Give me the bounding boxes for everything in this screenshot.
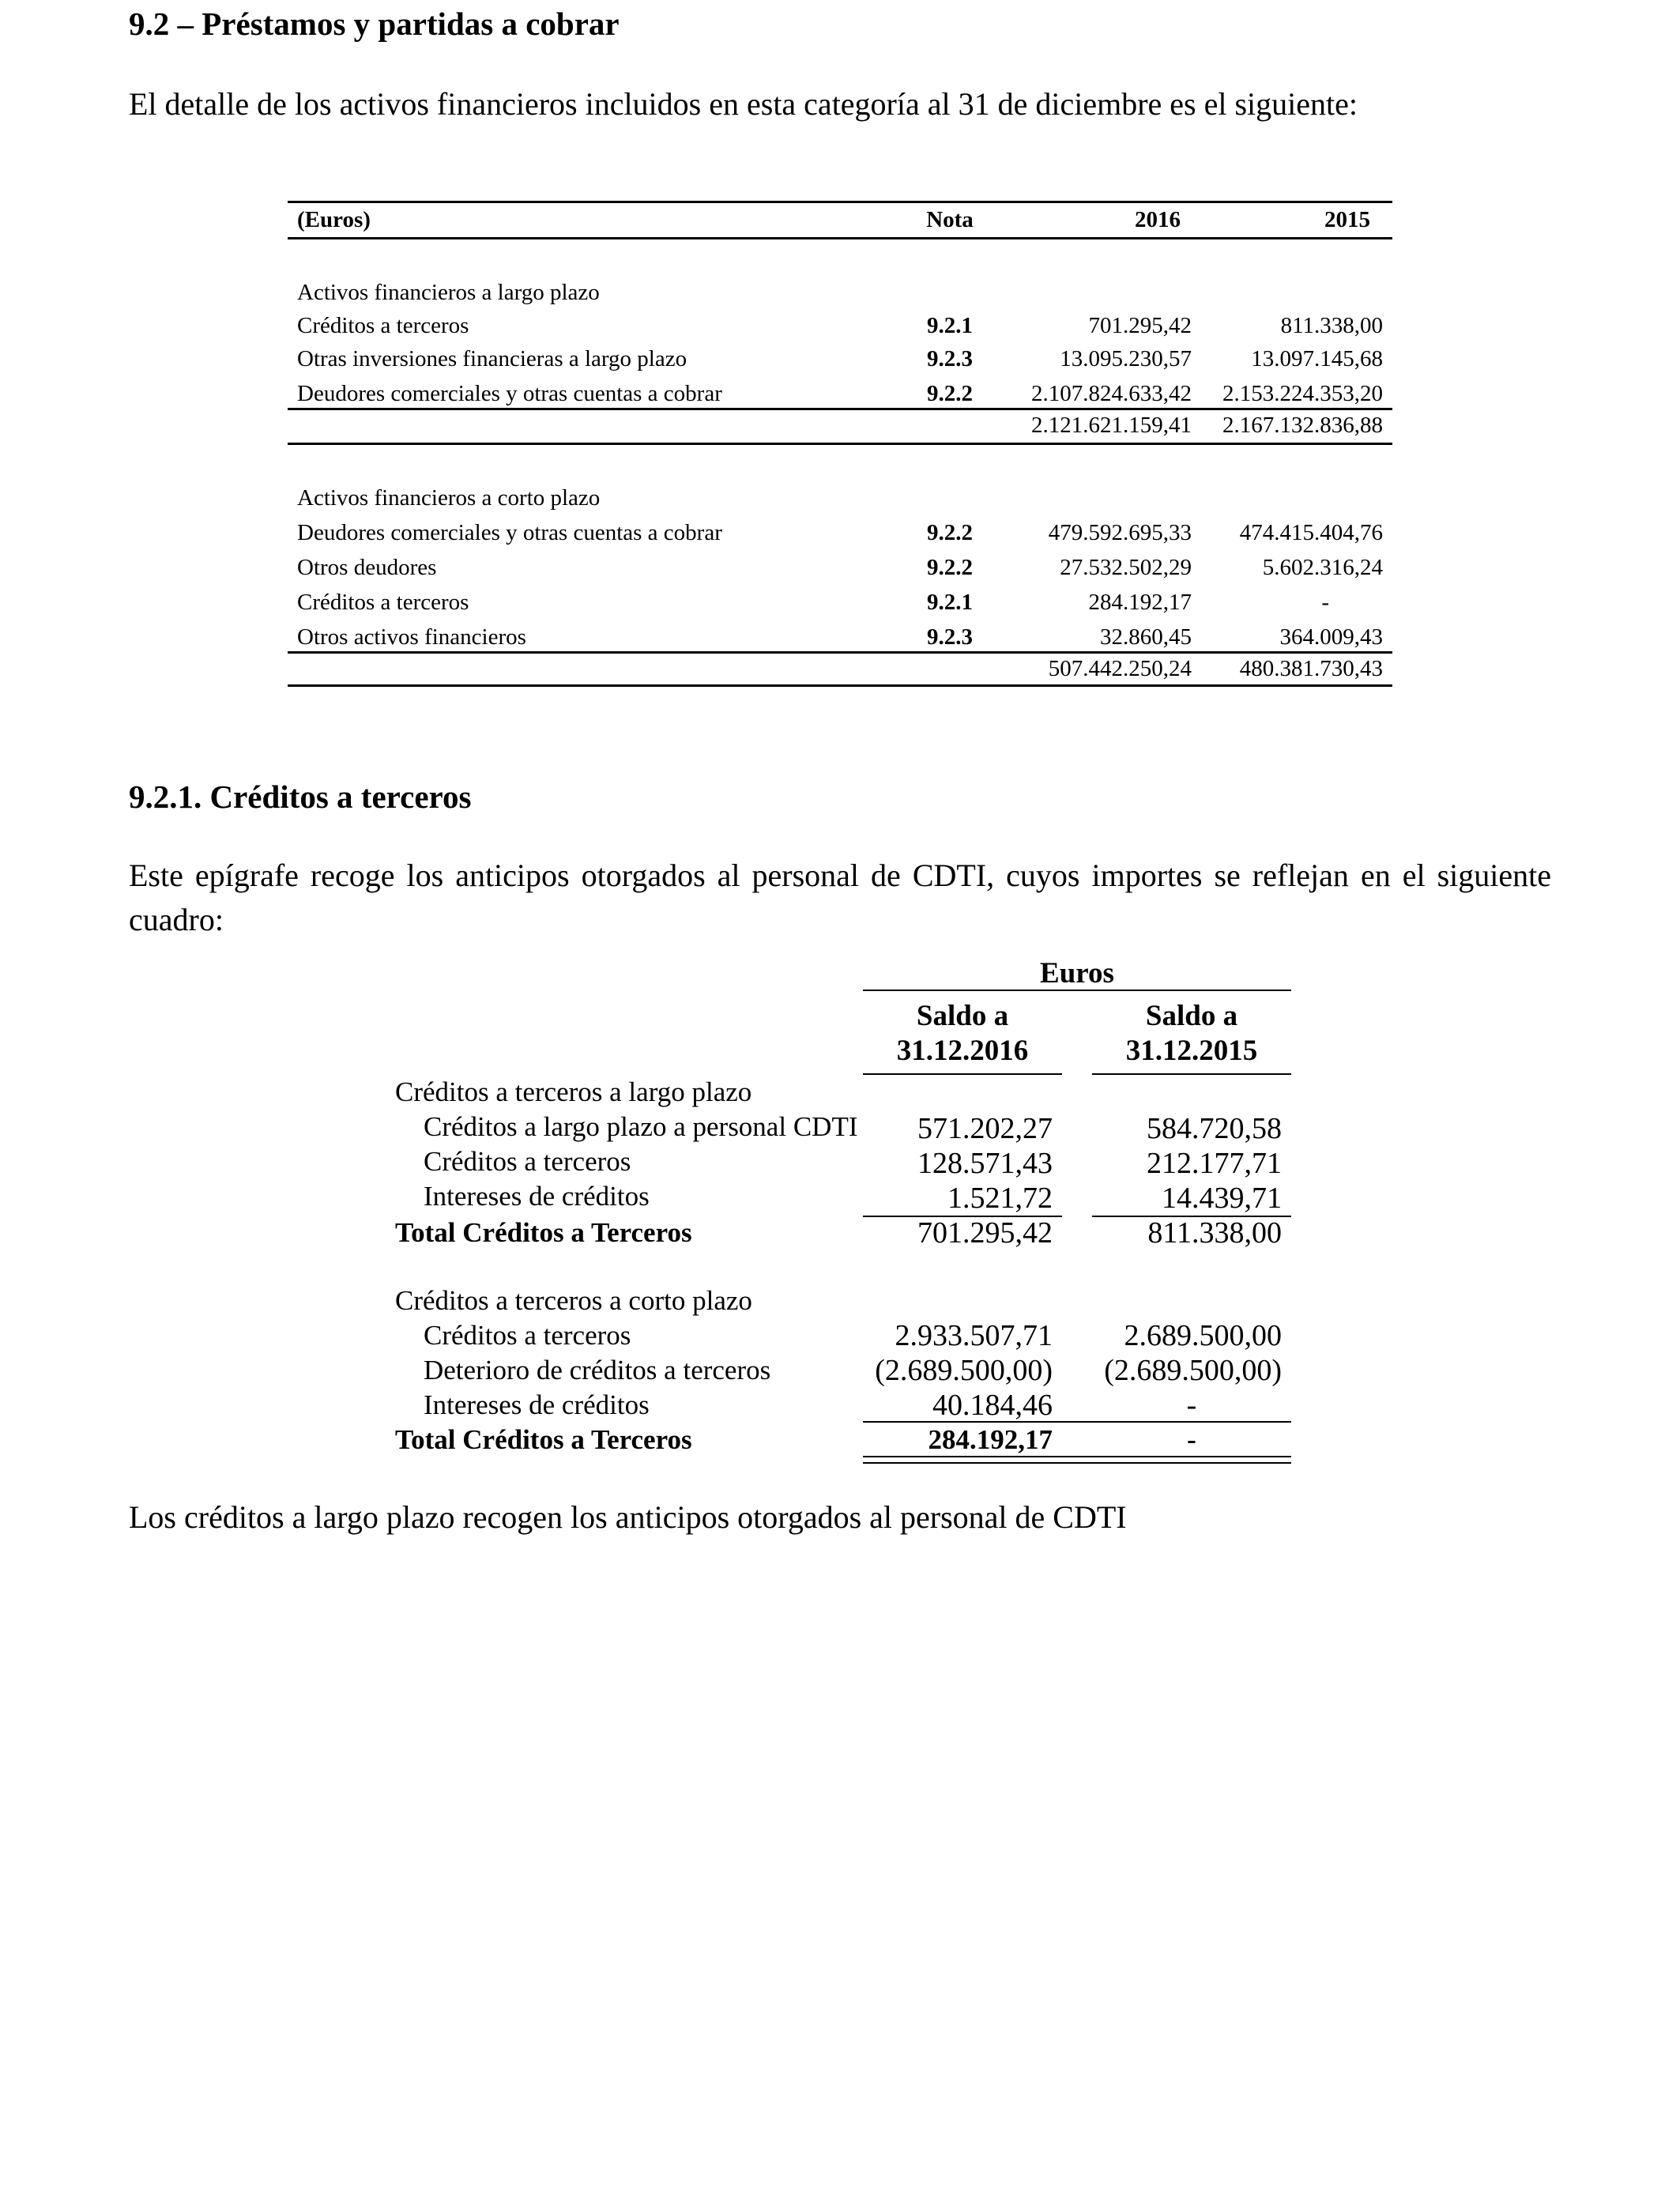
col1-header-line2: 31.12.2016 <box>896 1035 1029 1067</box>
row-value-2016: 2.933.507,71 <box>895 1319 1053 1352</box>
row-value-2016: 13.095.230,57 <box>1060 346 1192 371</box>
closing-paragraph: Los créditos a largo plazo recogen los anticipos otorgados al personal de CDTI <box>129 1499 1127 1535</box>
total-row <box>288 413 1392 444</box>
row-label: Intereses de créditos <box>424 1389 650 1420</box>
long-term-title: Créditos a terceros a largo plazo <box>395 1076 752 1107</box>
total-2016: 701.295,42 <box>917 1216 1053 1250</box>
row-nota: 9.2.2 <box>927 555 973 580</box>
row-label: Intereses de créditos <box>424 1181 650 1212</box>
row-value-2015: 2.689.500,00 <box>1124 1319 1282 1352</box>
subsection-paragraph: Este epígrafe recoge los anticipos otorgados al personal de CDTI, cuyos importes se reflejan en el siguiente cuadro: <box>129 858 1551 937</box>
col2-header-rule <box>1092 1073 1291 1075</box>
row-nota: 9.2.2 <box>927 520 973 545</box>
total-2015: 811.338,00 <box>1147 1216 1282 1250</box>
row-value-2015: - <box>1321 590 1329 615</box>
row-value-2015: 364.009,43 <box>1279 624 1383 650</box>
total-2015: - <box>1187 1424 1196 1455</box>
double-rule-top <box>863 1456 1291 1457</box>
row-value-2016: 284.192,17 <box>1088 590 1192 615</box>
header-euros: Euros <box>1040 957 1114 990</box>
row-nota: 9.2.1 <box>927 313 973 338</box>
row-value-2015: 13.097.145,68 <box>1251 346 1383 371</box>
row-value-2015: 14.439,71 <box>1162 1182 1282 1215</box>
table-top-rule <box>288 201 1392 203</box>
col2-header-line2: 31.12.2015 <box>1125 1035 1258 1067</box>
section-label: Activos financieros a largo plazo <box>297 280 600 305</box>
total-2016: 507.442.250,24 <box>1048 656 1192 681</box>
total-2015: 2.167.132.836,88 <box>1222 413 1383 438</box>
total-bottom-rule <box>288 443 1392 445</box>
row-value-2016: 479.592.695,33 <box>1048 520 1192 545</box>
double-rule-bottom <box>863 1462 1291 1464</box>
header-2016: 2016 <box>1135 207 1181 232</box>
subtotal-rule <box>288 408 1392 410</box>
row-label: Créditos a terceros <box>424 1320 631 1351</box>
row-nota: 9.2.3 <box>927 624 973 650</box>
row-nota: 9.2.3 <box>927 346 973 371</box>
total-bottom-rule <box>288 684 1392 687</box>
row-label: Créditos a terceros <box>424 1146 631 1177</box>
col1-header-line1: Saldo a <box>916 1000 1009 1032</box>
row-value-2016: 571.202,27 <box>917 1112 1053 1145</box>
row-nota: 9.2.1 <box>927 590 973 615</box>
row-value-2015: 811.338,00 <box>1280 313 1383 338</box>
row-label: Créditos a terceros <box>297 590 469 615</box>
row-value-2015: (2.689.500,00) <box>1104 1354 1282 1387</box>
short-term-title: Créditos a terceros a corto plazo <box>395 1285 752 1316</box>
row-value-2016: 27.532.502,29 <box>1060 555 1192 580</box>
row-value-2016: 40.184,46 <box>932 1389 1053 1422</box>
row-label: Otras inversiones financieras a largo plazo <box>297 346 687 371</box>
header-euros: (Euros) <box>297 207 371 232</box>
total-2016: 284.192,17 <box>928 1424 1053 1455</box>
total-row <box>288 656 1392 688</box>
row-value-2016: 701.295,42 <box>1088 313 1192 338</box>
table-row <box>288 590 1392 621</box>
row-value-2015: - <box>1186 1389 1197 1422</box>
row-value-2015: 2.153.224.353,20 <box>1222 381 1383 406</box>
subsection-title: 9.2.1. Créditos a terceros <box>129 778 472 815</box>
row-value-2015: 474.415.404,76 <box>1239 520 1383 545</box>
row-label: Deterioro de créditos a terceros <box>424 1355 771 1385</box>
col2-header-line1: Saldo a <box>1145 1000 1238 1032</box>
row-value-2015: 5.602.316,24 <box>1262 555 1383 580</box>
row-label: Créditos a terceros <box>297 313 469 338</box>
total-label: Total Créditos a Terceros <box>395 1424 692 1455</box>
header-2015: 2015 <box>1324 207 1370 232</box>
table-header-row <box>288 207 1392 239</box>
subtotal-rule <box>288 651 1392 654</box>
header-bottom-rule <box>288 237 1392 239</box>
row-value-2015: 212.177,71 <box>1147 1147 1282 1180</box>
row-label: Deudores comerciales y otras cuentas a cobrar <box>297 520 722 545</box>
total-2016: 2.121.621.159,41 <box>1031 413 1192 438</box>
row-label: Deudores comerciales y otras cuentas a cobrar <box>297 381 722 406</box>
row-label: Otros deudores <box>297 555 437 580</box>
total-label: Total Créditos a Terceros <box>395 1217 692 1248</box>
section-title: 9.2 – Préstamos y partidas a cobrar <box>129 6 620 42</box>
intro-paragraph: El detalle de los activos financieros incluidos en esta categoría al 31 de diciembre es el siguiente: <box>129 86 1358 122</box>
section-title-long-term <box>288 280 1392 311</box>
row-value-2016: 1.521,72 <box>947 1182 1053 1215</box>
row-nota: 9.2.2 <box>927 381 973 406</box>
table-row <box>288 313 1392 345</box>
euros-rule <box>863 990 1291 991</box>
row-label: Otros activos financieros <box>297 624 526 650</box>
subtotal-rule <box>863 1421 1291 1423</box>
row-label: Créditos a largo plazo a personal CDTI <box>424 1111 858 1142</box>
header-nota: Nota <box>926 207 974 232</box>
row-value-2016: 2.107.824.633,42 <box>1031 381 1192 406</box>
row-value-2015: 584.720,58 <box>1147 1112 1282 1145</box>
col1-header-rule <box>863 1073 1062 1075</box>
row-value-2016: (2.689.500,00) <box>875 1354 1053 1387</box>
table-row <box>288 520 1392 552</box>
row-value-2016: 32.860,45 <box>1100 624 1192 650</box>
section-title-short-term <box>288 485 1392 517</box>
table-row <box>288 555 1392 586</box>
row-value-2016: 128.571,43 <box>917 1147 1053 1180</box>
section-label: Activos financieros a corto plazo <box>297 485 601 511</box>
total-2015: 480.381.730,43 <box>1239 656 1383 681</box>
table-row <box>288 346 1392 378</box>
